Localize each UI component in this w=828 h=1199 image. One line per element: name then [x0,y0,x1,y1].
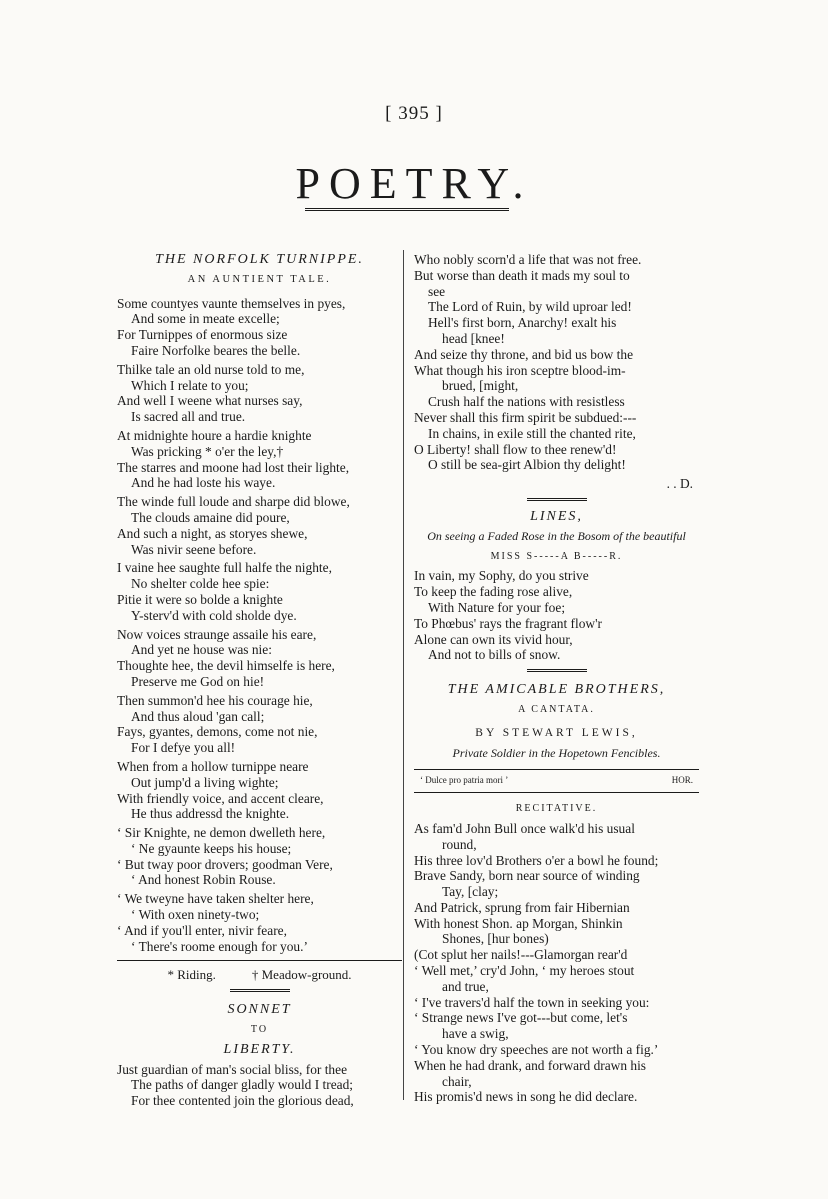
poem-body-amicable-brothers [414,821,699,1105]
verse-line: Y-sterv'd with cold sholde dye. [131,607,297,623]
sonnet-signature: . . D. [666,476,693,492]
sonnet-continuation [414,252,699,473]
poem-body-norfolk-turnippe [117,296,402,955]
verse-line: ‘ You know dry speeches are not worth a fig.’ [414,1042,659,1058]
poem-title-sonnet: SONNET [227,1002,292,1018]
verse-line: His promis'd news in song he did declare. [414,1089,638,1105]
verse-line: To Phœbus' rays the fragrant flow'r [414,615,602,631]
verse-line: Thilke tale an old nurse told to me, [117,361,305,377]
verse-line: And well I weene what nurses say, [117,393,303,409]
verse-line: Pitie it were so bolde a knighte [117,591,283,607]
verse-line: Now voices straunge assaile his eare, [117,626,317,642]
verse-line: ‘ There's roome enough for you.’ [131,938,308,954]
verse-line: As fam'd John Bull once walk'd his usual [414,820,635,836]
verse-line: But worse than death it mads my soul to [414,267,630,283]
verse-line: To keep the fading rose alive, [414,584,573,600]
verse-line: ‘ With oxen ninety-two; [131,907,260,923]
verse-line: Never shall this firm spirit be subdued:--- [414,409,637,425]
verse-line: Alone can own its vivid hour, [414,631,573,647]
right-column [414,252,699,1108]
verse-line: Which I relate to you; [131,377,249,393]
epigraph [414,769,699,793]
verse-line: And some in meate excelle; [131,311,280,327]
left-column [117,252,402,1112]
verse-line: Just guardian of man's social bliss, for thee [117,1061,348,1077]
poem-occasion: On seeing a Faded Rose in the Bosom of the beautiful [427,528,686,543]
verse-line: Crush half the nations with resistless [428,394,625,410]
recitative-label: RECITATIVE. [515,803,598,815]
verse-line: With honest Shon. ap Morgan, Shinkin [414,915,623,931]
verse-line: ‘ Strange news I've got---but come, let's [414,1010,628,1026]
verse-line: With Nature for your foe; [428,599,566,615]
verse-line: In vain, my Sophy, do you strive [414,568,589,584]
verse-line: He thus addressd the knighte. [131,806,290,822]
verse-line: For Turnippes of enormous size [117,327,288,343]
verse-line: Is sacred all and true. [131,409,246,425]
verse-line: ‘ Well met,’ cry'd John, ‘ my heroes stout [414,963,635,979]
separator-rule [527,498,587,501]
verse-line: His three lov'd Brothers o'er a bowl he found; [414,852,659,868]
verse-line: brued, [might, [442,378,519,394]
verse-line: And not to bills of snow. [428,647,561,663]
epigraph-source: HOR. [671,775,693,786]
verse-line: ‘ Ne gyaunte keeps his house; [131,840,292,856]
separator-rule [527,669,587,672]
stanza [117,891,402,954]
verse-line: have a swig, [442,1026,509,1042]
verse-line: The winde full loude and sharpe did blowe, [117,494,350,510]
verse-line: Out jump'd a living wighte; [131,774,279,790]
stanza [117,825,402,888]
verse-line: ‘ Sir Knighte, ne demon dwelleth here, [117,825,326,841]
verse-line: Brave Sandy, born near source of winding [414,868,640,884]
verse-line: Some countyes vaunte themselves in pyes, [117,295,346,311]
verse-line: (Cot splut her nails!---Glamorgan rear'd [414,947,628,963]
verse-line: The Lord of Ruin, by wild uproar led! [428,299,632,315]
verse-line: Thoughte hee, the devil himselfe is here, [117,658,335,674]
poem-title-norfolk-turnippe: THE NORFOLK TURNIPPE. [155,252,364,267]
verse-line: The starres and moone had lost their lighte, [117,459,350,475]
verse-line: see [428,283,446,299]
verse-line: And such a night, as storyes shewe, [117,525,308,541]
verse-line: Faire Norfolke beares the belle. [131,342,301,358]
footnote-riding: * Riding. [167,967,216,983]
stanza [117,627,402,690]
verse-line: O still be sea-girt Albion thy delight! [428,457,626,473]
verse-line: Who nobly scorn'd a life that was not free. [414,252,642,267]
stanza [117,296,402,359]
verse-line: And Patrick, sprung from fair Hibernian [414,899,630,915]
verse-line: What though his iron sceptre blood-im- [414,362,626,378]
verse-line: And yet ne house was nie: [131,642,272,658]
verse-line: The paths of danger gladly would I tread; [131,1077,353,1093]
verse-line: For thee contented join the glorious dead, [131,1093,354,1109]
section-title: POETRY. [295,159,533,208]
verse-line: When from a hollow turnippe neare [117,758,309,774]
verse-line: O Liberty! shall flow to thee renew'd! [414,441,617,457]
stanza [117,693,402,756]
footnotes [117,967,402,983]
poem-subtitle: AN AUNTIENT TALE. [187,273,332,285]
verse-line: ‘ We tweyne have taken shelter here, [117,891,314,907]
verse-line: ‘ And if you'll enter, nivir feare, [117,922,287,938]
verse-line: For I defye you all! [131,740,236,756]
verse-line: With friendly voice, and accent cleare, [117,790,324,806]
poem-addressee: MISS S-----A B-----R. [490,550,623,562]
author-note: Private Soldier in the Hopetown Fencibles. [452,745,661,760]
sonnet-subject: LIBERTY. [223,1041,296,1057]
verse-line: head [knee! [442,330,505,346]
verse-line: Was pricking * o'er the ley,† [131,443,284,459]
verse-line: ‘ But tway poor drovers; goodman Vere, [117,856,333,872]
poem-body-sonnet [117,1062,402,1109]
poem-body-lines [414,568,699,663]
verse-line: The clouds amaine did poure, [131,509,290,525]
verse-line: and true, [442,978,489,994]
poem-title-lines: LINES, [530,508,583,524]
verse-line: And seize thy throne, and bid us bow the [414,346,634,362]
verse-line: When he had drank, and forward drawn his [414,1057,647,1073]
verse-line: Then summon'd hee his courage hie, [117,692,313,708]
epigraph-text: ‘ Dulce pro patria mori ’ [420,775,509,786]
verse-line: Tay, [clay; [442,884,499,900]
verse-line: No shelter colde hee spie: [131,576,270,592]
footnote-meadow: † Meadow-ground. [251,967,352,983]
verse-line: And he had loste his waye. [131,475,276,491]
stanza [117,494,402,557]
verse-line: ‘ And honest Robin Rouse. [131,872,276,888]
column-divider [403,250,404,1100]
footnote-rule [117,960,402,961]
verse-line: Was nivir seene before. [131,541,257,557]
verse-line: Fays, gyantes, demons, come not nie, [117,724,318,740]
poem-genre: A CANTATA. [518,703,595,715]
poem-author: BY STEWART LEWIS, [475,726,638,739]
verse-line: Shones, [hur bones) [442,931,549,947]
stanza [117,759,402,822]
stanza [117,428,402,491]
verse-line: round, [442,836,477,852]
verse-line: chair, [442,1073,472,1089]
page-number: [ 395 ] [385,103,443,124]
verse-line: I vaine hee saughte full halfe the nighte, [117,560,332,576]
verse-line: In chains, in exile still the chanted rite, [428,425,636,441]
sonnet-to: TO [250,1024,269,1036]
verse-line: Hell's first born, Anarchy! exalt his [428,315,617,331]
verse-line: At midnighte houre a hardie knighte [117,427,312,443]
poem-title-amicable-brothers: THE AMICABLE BROTHERS, [447,682,666,698]
verse-line: And thus aloud 'gan call; [131,708,265,724]
verse-line: ‘ I've travers'd half the town in seeking you: [414,994,650,1010]
stanza [117,362,402,425]
verse-line: Preserve me God on hie! [131,673,265,689]
title-rule [305,208,509,211]
stanza [117,560,402,623]
separator-rule [230,989,290,992]
